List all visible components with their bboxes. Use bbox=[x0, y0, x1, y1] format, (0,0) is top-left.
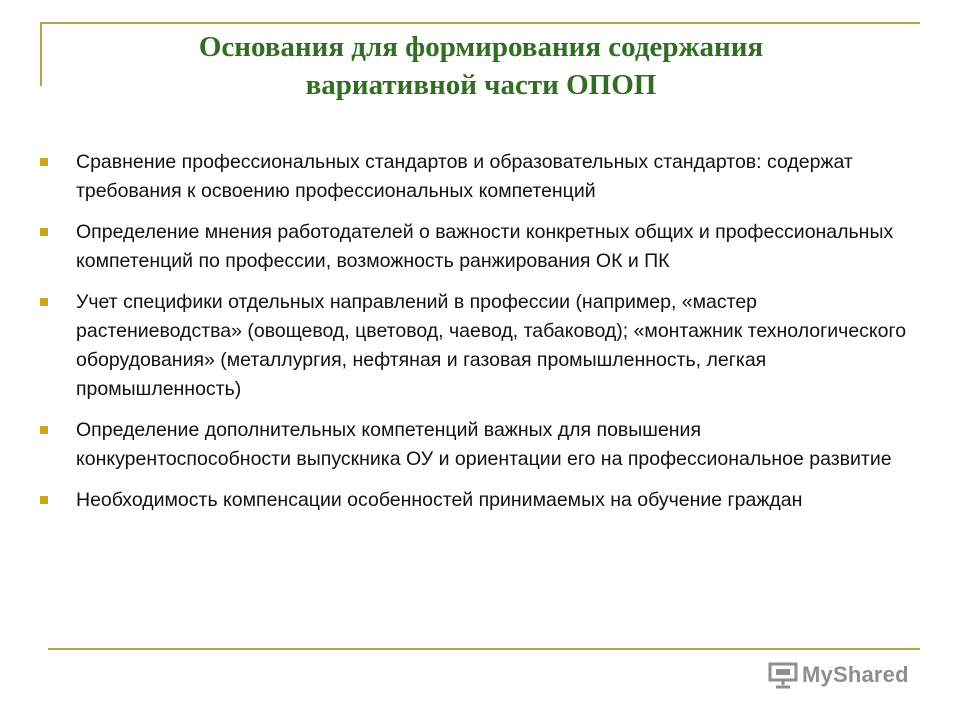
slide-title bbox=[42, 28, 920, 104]
square-bullet-icon bbox=[40, 298, 48, 306]
bullet-item bbox=[40, 288, 920, 404]
bullet-text: Определение дополнительных компетенций важных для повышения конкурентоспособности выпускника ОУ и ориентации его на профессиональное развитие bbox=[76, 419, 892, 470]
bullet-item bbox=[40, 486, 920, 515]
bullet-item bbox=[40, 416, 920, 474]
bullet-list bbox=[40, 148, 920, 527]
square-bullet-icon bbox=[40, 158, 48, 166]
bullet-text: Необходимость компенсации особенностей принимаемых на обучение граждан bbox=[76, 489, 803, 511]
bullet-text: Сравнение профессиональных стандартов и образовательных стандартов: содержат требования к освоению профессиональных компетенций bbox=[76, 151, 853, 202]
square-bullet-icon bbox=[40, 228, 48, 236]
bottom-rule bbox=[48, 648, 920, 650]
bullet-text: Определение мнения работодателей о важности конкретных общих и профессиональных компетенций по профессии, возможность ранжирования ОК и ПК bbox=[76, 221, 894, 272]
top-rule bbox=[40, 22, 920, 24]
presentation-screen-icon bbox=[768, 661, 798, 689]
myshared-watermark bbox=[768, 658, 928, 692]
bullet-item bbox=[40, 148, 920, 206]
square-bullet-icon bbox=[40, 496, 48, 504]
bullet-item bbox=[40, 218, 920, 276]
square-bullet-icon bbox=[40, 426, 48, 434]
slide-title-line-1: Основания для формирования содержания bbox=[198, 31, 764, 63]
watermark-text: MyShared bbox=[802, 662, 909, 687]
bullet-text: Учет специфики отдельных направлений в профессии (например, «мастер растениеводства» (овощевод, цветовод, чаевод, табаковод); «монтажник технологического оборудования» (металлургия, нефтяная и газовая промышленность, легкая промышленность) bbox=[76, 291, 907, 400]
slide-title-line-2: вариативной части ОПОП bbox=[305, 69, 657, 101]
